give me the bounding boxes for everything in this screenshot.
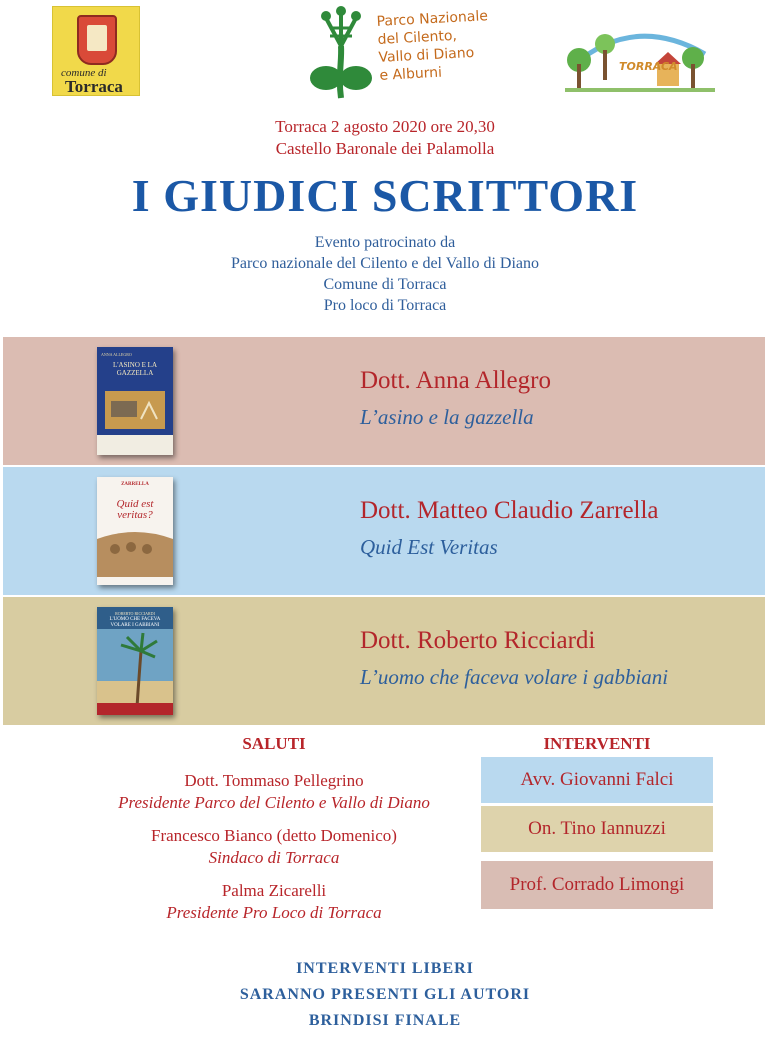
saluti-role: Sindaco di Torraca [208,848,340,867]
author-band-allegro [3,337,765,465]
author-band-zarrella [3,467,765,595]
saluti-name: Dott. Tommaso Pellegrino [184,771,364,790]
footer-line: BRINDISI FINALE [308,1012,462,1029]
book-cover-image [97,607,173,715]
book-title: L’asino e la gazzella [360,405,534,429]
saluti-role: Presidente Pro Loco di Torraca [166,903,382,922]
parco-logo-text [376,7,492,85]
proloco-logo [565,24,715,94]
cover-title-text: L'ASINO E LA GAZZELLA [112,361,158,377]
plant-icon [308,6,374,100]
parco-nazionale-logo [308,6,488,102]
proloco-illustration-icon [565,24,715,94]
saluti-name: Palma Zicarelli [221,881,327,900]
author-name: Dott. Roberto Ricciardi [360,627,596,654]
event-date: Torraca 2 agosto 2020 ore 20,30 [275,117,495,136]
comune-logo-big-text: Torraca [65,77,123,96]
saluti-role: Presidente Parco del Cilento e Vallo di Diano [118,793,430,812]
cover-title-text: L'UOMO CHE FACEVA VOLARE I GABBIANI [109,617,161,628]
book-cover-art-icon [97,477,173,585]
footer-line: SARANNO PRESENTI GLI AUTORI [239,986,531,1003]
intervento-item: Prof. Corrado Limongi [481,861,713,909]
comune-torraca-logo [52,6,140,96]
cover-title-text: Quid est veritas? [116,498,154,521]
cover-author-text: ZARRELLA [121,482,149,487]
saluti-heading: SALUTI [242,734,306,753]
parco-logo-line: Parco Nazionale [376,8,489,30]
parco-logo-line: e Alburni [379,64,443,84]
sponsor-block [0,232,770,316]
footer-line: INTERVENTI LIBERI [296,960,474,977]
sponsor-line: Parco nazionale del Cilento e del Vallo di Diano [230,255,540,272]
author-name: Dott. Anna Allegro [360,367,551,394]
sponsor-line: Pro loco di Torraca [323,297,447,314]
sponsor-line: Evento patrocinato da [314,234,456,251]
cover-author-text: ANNA ALLEGRO [101,352,132,357]
book-cover-image [97,477,173,585]
crest-icon [77,15,117,65]
parco-logo-line: del Cilento, [377,27,458,48]
book-title: L’uomo che faceva volare i gabbiani [360,665,669,689]
proloco-logo-label: TORRACA [619,60,678,73]
parco-logo-line: Vallo di Diano [378,44,475,66]
saluti-item [64,880,484,924]
book-title: Quid Est Veritas [360,535,498,559]
cover-author-text: ROBERTO RICCIARDI [115,611,155,616]
saluti-item [64,825,484,869]
event-title: I GIUDICI SCRITTORI [131,170,639,221]
footer-block [0,956,770,1034]
header-logos [0,0,770,110]
saluti-name: Francesco Bianco (detto Domenico) [151,826,397,845]
author-name: Dott. Matteo Claudio Zarrella [360,497,659,524]
event-place: Castello Baronale dei Palamolla [275,139,495,158]
sponsor-line: Comune di Torraca [323,276,447,293]
author-band-ricciardi [3,597,765,725]
intervento-item: On. Tino Iannuzzi [481,806,713,852]
book-cover-image [97,347,173,455]
intervento-item: Avv. Giovanni Falci [481,757,713,803]
saluti-item [64,770,484,814]
comune-logo-small-text: comune di [61,67,107,79]
interventi-heading: INTERVENTI [543,734,651,753]
